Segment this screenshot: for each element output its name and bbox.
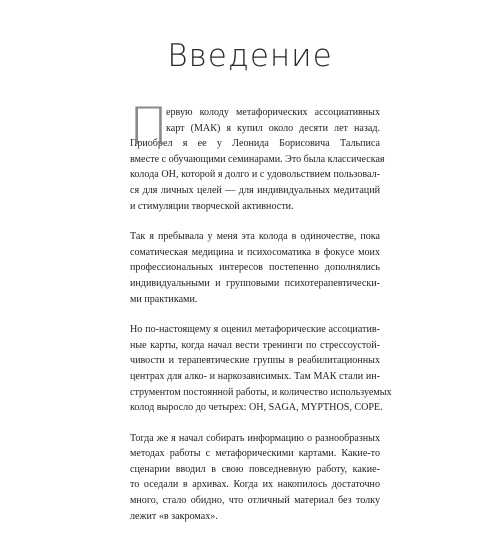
paragraph-1 — [129, 97, 385, 214]
text-line: центрах для алко- и наркозависимых. Там МАК стали ин- — [130, 370, 380, 382]
text-line: лежит «в закромах». — [130, 510, 218, 522]
text-line: сценарии вводил в свою повседневную работу, какие- — [130, 463, 380, 475]
text-line: ные карты, когда начал вести тренинги по стрессоустой- — [130, 339, 380, 351]
text-line: индивидуальными и групповыми психотерапевтически- — [130, 277, 380, 289]
text-line: и стимуляции творческой активности. — [130, 200, 294, 212]
text-line: ми практиками. — [130, 293, 198, 305]
paragraph-3 — [130, 322, 392, 416]
text-line: много, стало обидно, что отличный материал без толку — [130, 495, 380, 507]
chapter-title: Введение — [167, 38, 333, 74]
text-line: Тогда же я начал собирать информацию о разнообразных — [130, 432, 380, 444]
text-line: соматическая медицина и психосоматика в фокусе моих — [130, 246, 380, 258]
text-line: Приобрел я ее у Леонида Борисовича Тальписа — [130, 138, 380, 150]
text-line: то оседали в архивах. Когда их накопилось достаточно — [130, 479, 380, 491]
paragraph-2 — [130, 229, 380, 307]
text-line: чивости и терапевтические группы в реабилитационных — [130, 355, 380, 367]
text-line: профессиональных интересов постепенно дополнялись — [130, 262, 380, 274]
text-line: ервую колоду метафорических ассоциативных — [166, 107, 380, 118]
paragraph-4 — [130, 431, 380, 525]
text-line: колод выросло до четырех: ОН, SAGA, MYPTHOS, COPE. — [130, 402, 383, 414]
text-line: Так я пребывала у меня эта колода в одиночестве, пока — [130, 231, 380, 243]
text-line: методах работы с метафорическими картами. Какие-то — [130, 448, 380, 460]
chapter-body — [129, 97, 392, 539]
drop-cap-letter: П — [129, 97, 169, 157]
text-line: карт (МАК) я купил около десяти лет назад. — [166, 122, 380, 134]
text-line: колода ОН, которой я долго и с удовольствием пользовал- — [130, 169, 380, 181]
text-line: Но по-настоящему я оценил метафорические ассоциатив- — [130, 324, 380, 336]
text-line: струментом постоянной работы, и количество используемых — [130, 386, 392, 398]
text-line: вместе с обучающими семинарами. Это была классическая — [130, 153, 385, 165]
text-line: ся для личных целей — для индивидуальных медитаций — [130, 184, 380, 196]
